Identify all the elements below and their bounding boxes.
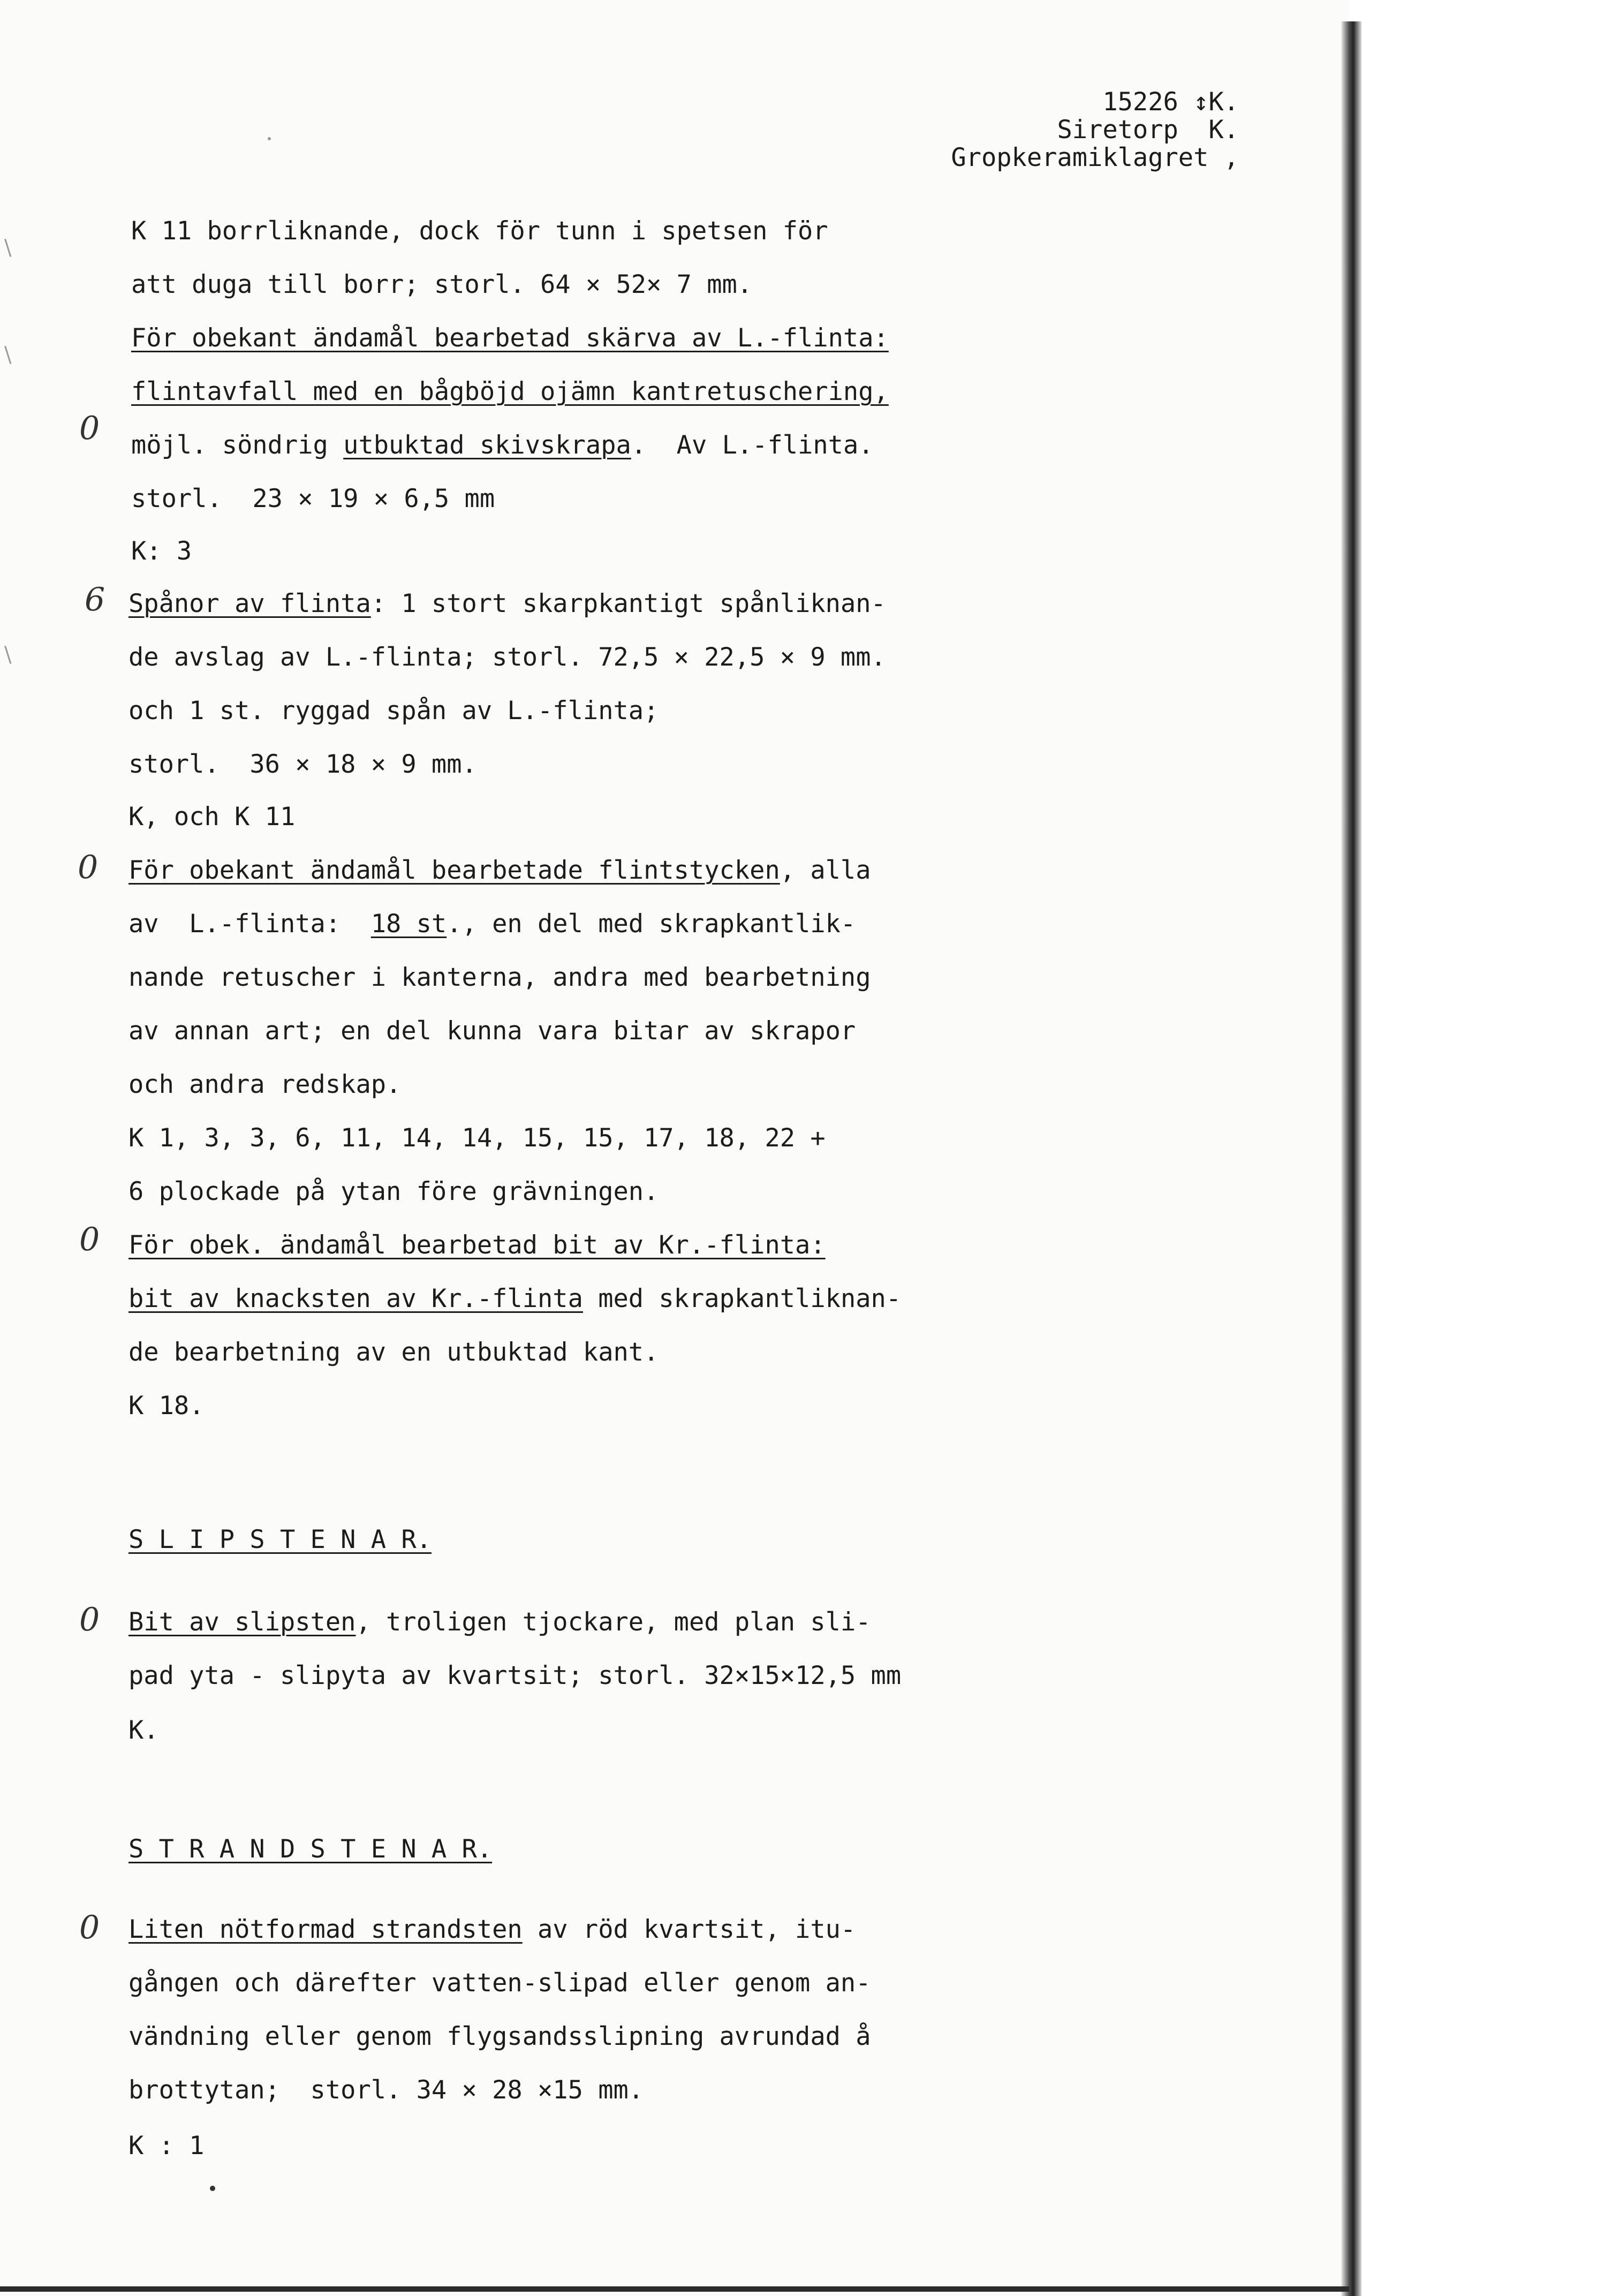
catalog-number: 15226 ↕K. xyxy=(1102,87,1239,117)
catalog-header xyxy=(951,88,1239,172)
section-heading: S T R A N D S T E N A R. xyxy=(128,1834,493,1864)
text-line: K. xyxy=(128,1716,159,1745)
text-line: K 1, 3, 3, 6, 11, 14, 14, 15, 15, 17, 18, 22 + xyxy=(128,1123,826,1153)
text-line: storl. 23 × 19 × 6,5 mm xyxy=(131,484,495,513)
ink-dot xyxy=(210,2186,215,2191)
margin-tick: \ xyxy=(4,643,12,667)
text-line: K: 3 xyxy=(131,537,192,566)
text-line: Spånor av flinta: 1 stort skarpkantigt spånliknan- xyxy=(128,589,886,618)
text-line: För obekant ändamål bearbetade flintstycken, alla xyxy=(128,856,871,885)
margin-mark: 0 xyxy=(78,849,99,886)
text-line: För obek. ändamål bearbetad bit av Kr.-flinta: xyxy=(128,1230,826,1260)
text-line: storl. 36 × 18 × 9 mm. xyxy=(128,750,477,779)
text-line: 6 plockade på ytan före grävningen. xyxy=(128,1177,659,1206)
margin-tick: \ xyxy=(4,236,12,260)
margin-mark: 6 xyxy=(85,581,105,618)
text-line: att duga till borr; storl. 64 × 52× 7 mm. xyxy=(131,270,753,299)
text-line: bit av knacksten av Kr.-flinta med skrapkantliknan- xyxy=(128,1284,902,1313)
text-line: Liten nötformad strandsten av röd kvartsit, itu- xyxy=(128,1915,856,1944)
margin-mark: 0 xyxy=(79,1221,100,1258)
text-line: och 1 st. ryggad spån av L.-flinta; xyxy=(128,696,659,726)
text-line: av annan art; en del kunna vara bitar av skrapor xyxy=(128,1016,856,1046)
layer-name: Gropkeramiklagret , xyxy=(951,143,1239,172)
text-line: de avslag av L.-flinta; storl. 72,5 × 22,5 × 9 mm. xyxy=(128,643,886,672)
text-line: K 18. xyxy=(128,1391,205,1421)
text-line: gången och därefter vatten-slipad eller genom an- xyxy=(128,1968,871,1998)
text-line: K, och K 11 xyxy=(128,802,296,832)
margin-mark: 0 xyxy=(79,1909,100,1946)
margin-mark: 0 xyxy=(79,1601,100,1638)
text-line: av L.-flinta: 18 st., en del med skrapkantlik- xyxy=(128,909,856,939)
margin-tick: \ xyxy=(4,343,12,367)
text-line: Bit av slipsten, troligen tjockare, med plan sli- xyxy=(128,1607,871,1637)
text-line: de bearbetning av en utbuktad kant. xyxy=(128,1338,659,1367)
binding-edge xyxy=(1341,21,1361,2296)
site-name: Siretorp K. xyxy=(1057,115,1239,145)
text-line: K 11 borrliknande, dock för tunn i spetsen för xyxy=(131,216,828,246)
text-line: möjl. söndrig utbuktad skivskrapa. Av L.-flinta. xyxy=(131,430,874,460)
text-line: flintavfall med en bågböjd ojämn kantretuschering, xyxy=(131,377,889,406)
text-line: brottytan; storl. 34 × 28 ×15 mm. xyxy=(128,2075,644,2105)
text-line: och andra redskap. xyxy=(128,1070,402,1099)
section-heading: S L I P S T E N A R. xyxy=(128,1525,432,1554)
text-line: vändning eller genom flygsandsslipning avrundad å xyxy=(128,2022,871,2051)
page-bottom-edge xyxy=(0,2286,1349,2292)
text-line: K : 1 xyxy=(128,2131,205,2161)
text-line: pad yta - slipyta av kvartsit; storl. 32×15×12,5 mm xyxy=(128,1661,902,1690)
text-line: nande retuscher i kanterna, andra med bearbetning xyxy=(128,963,871,992)
margin-mark: 0 xyxy=(79,410,100,447)
text-line: För obekant ändamål bearbetad skärva av L.-flinta: xyxy=(131,323,889,353)
ink-dot xyxy=(268,137,271,140)
